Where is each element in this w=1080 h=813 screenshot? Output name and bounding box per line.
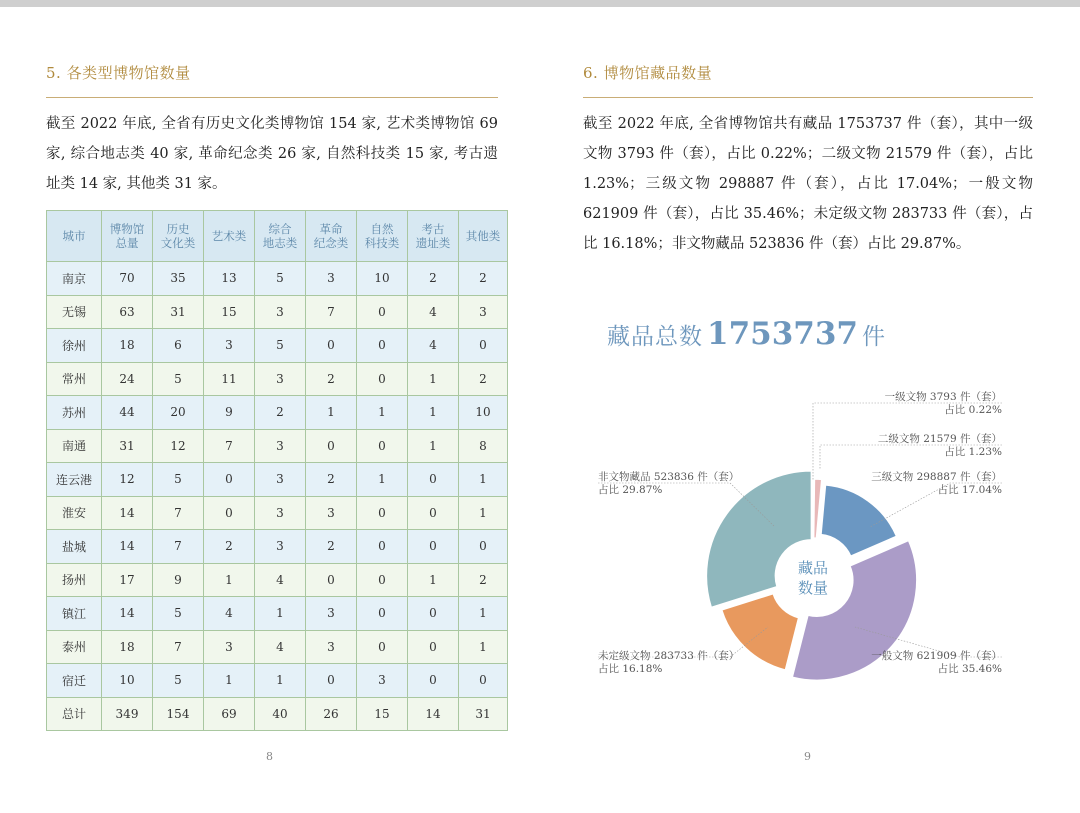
count-cell: 0 [357,295,408,329]
count-cell: 40 [255,697,306,731]
table-row [47,362,508,396]
donut-center-label: 数量 [797,579,829,597]
page-number: 9 [804,750,811,763]
count-cell: 8 [459,429,508,463]
count-cell: 154 [153,697,204,731]
slice-label: 一般文物 621909 件（套） [871,650,1002,662]
table-row [47,697,508,731]
section-title: 5. 各类型博物馆数量 [46,64,191,82]
count-cell: 31 [102,429,153,463]
count-cell: 18 [102,329,153,363]
count-cell: 3 [306,262,357,296]
top-bar [0,0,1080,7]
city-cell: 苏州 [47,396,102,430]
header-text: 科技类 [364,236,400,250]
table-body [47,262,508,731]
intro-paragraph: 截至 2022 年底, 全省有历史文化类博物馆 154 家, 艺术类博物馆 69 家, 综合地志类 40 家, 革命纪念类 26 家, 自然科技类 15 家, 考古遗址类 14 家, 其他类 31 家。 [46,116,498,192]
count-cell: 0 [459,664,508,698]
table-header-cell [408,211,459,262]
count-cell: 10 [102,664,153,698]
header-text: 革命 [319,222,343,236]
count-cell: 10 [357,262,408,296]
header-text: 自然 [370,222,394,236]
count-cell: 7 [306,295,357,329]
count-cell: 0 [204,463,255,497]
count-cell: 0 [408,496,459,530]
count-cell: 3 [255,362,306,396]
city-cell: 徐州 [47,329,102,363]
slice-label: 二级文物 21579 件（套） [877,433,1002,445]
table-row [47,295,508,329]
header-text: 考古 [421,222,445,236]
count-cell: 1 [459,597,508,631]
table-row [47,563,508,597]
count-cell: 13 [204,262,255,296]
count-cell: 0 [357,496,408,530]
donut-slice-5 [706,471,811,608]
header-text: 纪念类 [313,236,349,250]
count-cell: 26 [306,697,357,731]
section-title: 6. 博物馆藏品数量 [583,64,713,82]
count-cell: 12 [153,429,204,463]
table-row [47,329,508,363]
count-cell: 1 [408,563,459,597]
city-cell: 宿迁 [47,664,102,698]
count-cell: 15 [357,697,408,731]
count-cell: 2 [255,396,306,430]
count-cell: 0 [408,463,459,497]
count-cell: 3 [459,295,508,329]
total-unit: 件 [862,324,885,350]
table-header-cell [204,211,255,262]
city-cell: 常州 [47,362,102,396]
count-cell: 24 [102,362,153,396]
table-header-cell [153,211,204,262]
count-cell: 1 [204,664,255,698]
count-cell: 18 [102,630,153,664]
slice-label: 三级文物 298887 件（套） [871,471,1002,483]
count-cell: 4 [255,630,306,664]
count-cell: 0 [408,664,459,698]
count-cell: 7 [204,429,255,463]
count-cell: 6 [153,329,204,363]
city-cell: 连云港 [47,463,102,497]
count-cell: 0 [306,664,357,698]
table-header-cell [102,211,153,262]
table-row [47,496,508,530]
table-row [47,463,508,497]
header-text: 综合 [268,222,292,236]
count-cell: 14 [102,597,153,631]
count-cell: 1 [204,563,255,597]
table-row [47,429,508,463]
left-page [0,7,540,813]
count-cell: 349 [102,697,153,731]
slice-label: 一级文物 3793 件（套） [884,391,1002,403]
museum-type-table [46,210,508,731]
count-cell: 0 [357,563,408,597]
count-cell: 0 [204,496,255,530]
city-cell: 盐城 [47,530,102,564]
count-cell: 0 [408,597,459,631]
count-cell: 5 [255,262,306,296]
count-cell: 3 [255,429,306,463]
count-cell: 2 [306,530,357,564]
table-row [47,396,508,430]
count-cell: 1 [306,396,357,430]
count-cell: 69 [204,697,255,731]
count-cell: 3 [255,496,306,530]
count-cell: 1 [459,630,508,664]
donut-slice-1 [814,479,822,538]
table-header-cell [255,211,306,262]
count-cell: 1 [255,664,306,698]
count-cell: 3 [306,630,357,664]
count-cell: 1 [408,396,459,430]
header-text: 城市 [62,229,86,243]
total-label: 藏品总数 [607,324,703,350]
total-value: 1753737 [707,316,858,352]
collection-donut-chart [540,7,1080,813]
slice-label: 占比 35.46% [937,663,1002,675]
count-cell: 14 [102,496,153,530]
count-cell: 2 [408,262,459,296]
count-cell: 5 [255,329,306,363]
count-cell: 14 [102,530,153,564]
count-cell: 0 [306,429,357,463]
header-text: 博物馆 [109,222,145,236]
donut-center-label: 藏品 [797,559,829,577]
count-cell: 7 [153,496,204,530]
count-cell: 3 [306,597,357,631]
table-row [47,597,508,631]
count-cell: 1 [408,429,459,463]
count-cell: 11 [204,362,255,396]
title-rule [46,97,498,98]
count-cell: 2 [459,362,508,396]
count-cell: 0 [357,329,408,363]
count-cell: 3 [255,295,306,329]
city-cell: 镇江 [47,597,102,631]
page-number: 8 [266,750,273,763]
count-cell: 0 [459,329,508,363]
count-cell: 2 [306,463,357,497]
count-cell: 0 [408,630,459,664]
count-cell: 1 [255,597,306,631]
count-cell: 1 [408,362,459,396]
count-cell: 3 [204,630,255,664]
count-cell: 4 [408,329,459,363]
table-header-cell [47,211,102,262]
count-cell: 5 [153,362,204,396]
header-text: 总量 [115,236,139,250]
count-cell: 35 [153,262,204,296]
count-cell: 15 [204,295,255,329]
header-text: 文化类 [160,236,196,250]
count-cell: 1 [357,463,408,497]
count-cell: 5 [153,664,204,698]
count-cell: 7 [153,530,204,564]
donut-slice-2 [821,485,897,556]
table-row [47,262,508,296]
count-cell: 31 [153,295,204,329]
table-header-cell [306,211,357,262]
collection-paragraph: 截至 2022 年底, 全省博物馆共有藏品 1753737 件（套），其中一级文物 3793 件（套），占比 0.22%；二级文物 21579 件（套），占比 1.23%；三级文物 298887 件（套），占比 17.04%；一般文物 621909 件（套），占比 35.46%；未定级文物 283733 件（套），占比 16.18%；非文物藏品 523836 件（套）占比 29.87%。 [583,116,1033,252]
count-cell: 3 [204,329,255,363]
count-cell: 1 [357,396,408,430]
count-cell: 3 [255,530,306,564]
count-cell: 0 [306,563,357,597]
slice-label: 非文物藏品 523836 件（套） [598,471,740,483]
count-cell: 4 [408,295,459,329]
count-cell: 9 [204,396,255,430]
count-cell: 4 [255,563,306,597]
city-cell: 南通 [47,429,102,463]
header-text: 遗址类 [415,236,451,250]
count-cell: 3 [357,664,408,698]
city-cell: 无锡 [47,295,102,329]
count-cell: 0 [459,530,508,564]
table-row [47,530,508,564]
table-header-cell [459,211,508,262]
city-cell: 南京 [47,262,102,296]
count-cell: 20 [153,396,204,430]
count-cell: 0 [357,530,408,564]
header-text: 艺术类 [211,229,247,243]
count-cell: 3 [306,496,357,530]
count-cell: 10 [459,396,508,430]
city-cell: 总计 [47,697,102,731]
right-page [540,7,1080,813]
count-cell: 0 [357,630,408,664]
table-header-row [47,211,508,262]
slice-label: 占比 17.04% [937,484,1002,496]
header-text: 其他类 [465,229,501,243]
count-cell: 1 [459,496,508,530]
city-cell: 淮安 [47,496,102,530]
slice-label: 占比 29.87% [598,484,663,496]
count-cell: 1 [459,463,508,497]
count-cell: 2 [204,530,255,564]
count-cell: 2 [459,262,508,296]
count-cell: 7 [153,630,204,664]
count-cell: 0 [357,429,408,463]
count-cell: 0 [408,530,459,564]
city-cell: 泰州 [47,630,102,664]
count-cell: 12 [102,463,153,497]
header-text: 地志类 [262,236,298,250]
slice-label: 占比 0.22% [944,404,1002,416]
count-cell: 0 [357,597,408,631]
count-cell: 63 [102,295,153,329]
count-cell: 0 [306,329,357,363]
count-cell: 70 [102,262,153,296]
city-cell: 扬州 [47,563,102,597]
slice-label: 占比 1.23% [944,446,1002,458]
slice-label: 未定级文物 283733 件（套） [598,650,740,662]
count-cell: 5 [153,597,204,631]
count-cell: 0 [357,362,408,396]
slice-label: 占比 16.18% [598,663,663,675]
count-cell: 14 [408,697,459,731]
table-row [47,630,508,664]
count-cell: 44 [102,396,153,430]
header-text: 历史 [166,222,190,236]
count-cell: 5 [153,463,204,497]
count-cell: 9 [153,563,204,597]
count-cell: 3 [255,463,306,497]
count-cell: 31 [459,697,508,731]
count-cell: 17 [102,563,153,597]
count-cell: 2 [306,362,357,396]
count-cell: 2 [459,563,508,597]
table-row [47,664,508,698]
count-cell: 4 [204,597,255,631]
table-header-cell [357,211,408,262]
